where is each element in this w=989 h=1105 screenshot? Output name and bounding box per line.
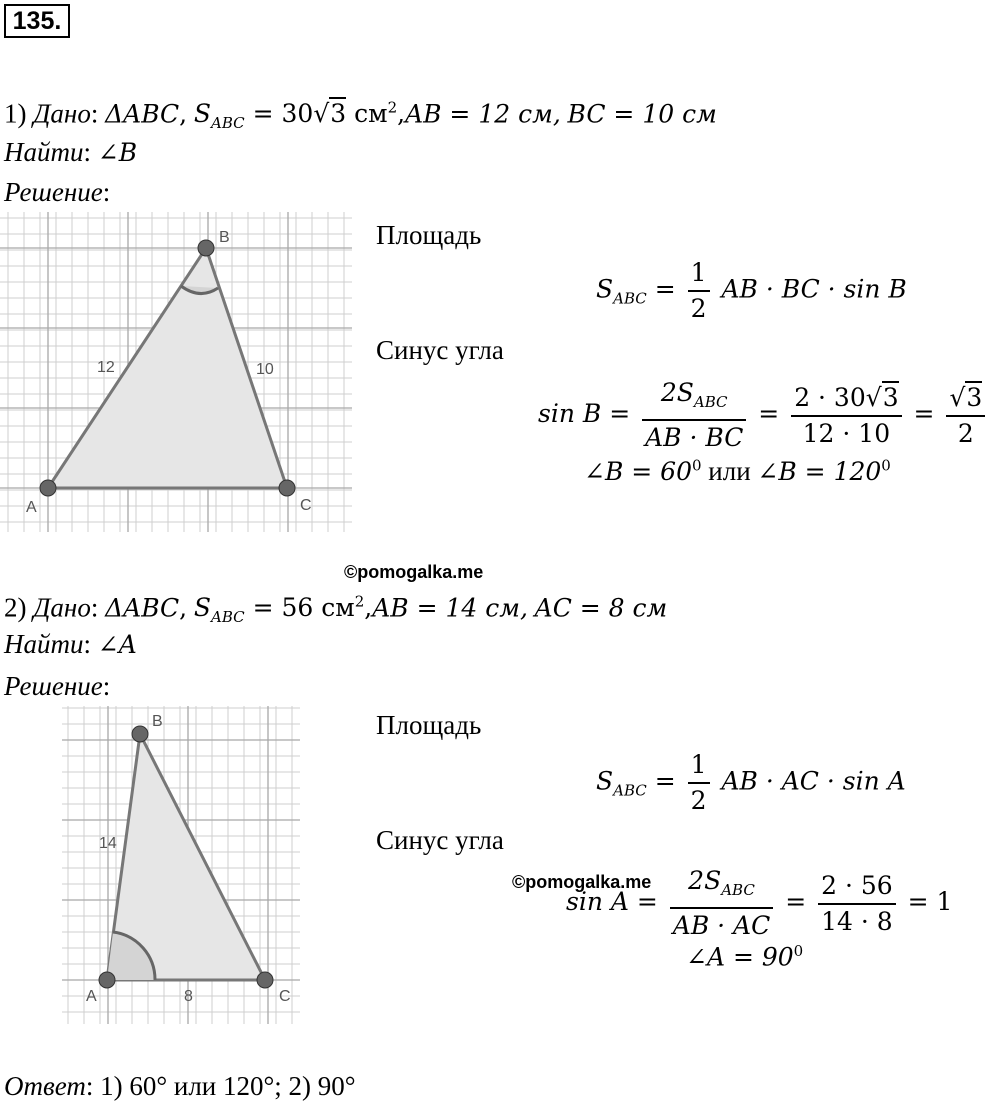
part1-sine-heading: Синус угла: [376, 335, 504, 365]
part2-find-label: Найти: [4, 629, 84, 659]
part2-sine-formula: sin A = $\frac{2S_{ABC}}{AB \cdot AC}$ = $\frac{2 \cdot 56}{14 \cdot 8}$ = 1: [566, 866, 953, 940]
part2-given-triangle: ΔABC,: [105, 593, 188, 623]
part1-point-a: [40, 480, 56, 496]
part1-number: 1): [4, 98, 27, 129]
watermark-1: ©pomogalka.me: [344, 562, 484, 582]
part2-point-a: [99, 972, 115, 988]
part2-given-ab: AB = 14 см,: [372, 593, 528, 623]
part1-given-triangle: ΔABC,: [105, 99, 188, 129]
part2-point-b: [132, 726, 148, 742]
part1-find-line: Найти: ∠B: [4, 137, 138, 167]
part1-label-ab: 12: [97, 359, 115, 376]
part2-label-a: A: [86, 988, 97, 1005]
part1-triangle-figure: [0, 212, 352, 532]
part1-find-label: Найти: [4, 137, 84, 167]
answer-line: [4, 1070, 356, 1102]
part1-sine-formula: sin B = $\frac{2S_{ABC}}{AB \cdot BC}$ = $\frac{2 \cdot 30√3}{12 \cdot 10}$ = $\frac{√3}{2}$: [538, 378, 989, 453]
part2-area-formula: $S_{ABC}$ = $\frac{1}{2}$ AB · AC · sin A: [596, 750, 906, 815]
part2-area-heading: Площадь: [376, 710, 482, 740]
part2-point-c: [257, 972, 273, 988]
part2-sine-heading: Синус угла: [376, 825, 504, 855]
part2-given-line: 2) Дано: ΔABC, $S_{ABC} = 56$ $см^2,AB = 14$ см, AC = 8 см: [4, 592, 668, 627]
part2-label-b: B: [152, 713, 163, 730]
watermark-2: ©pomogalka.me: [512, 872, 652, 892]
part1-label-bc: 10: [256, 361, 274, 378]
problem-number: 135.: [4, 4, 70, 38]
part1-given-label: Дано: [33, 98, 91, 129]
answer-label: Ответ: [4, 1071, 86, 1101]
part2-solution-label: Решение:: [4, 671, 111, 701]
part2-find-line: Найти: ∠A: [4, 629, 137, 659]
part1-label-c: C: [300, 497, 312, 514]
part1-area-formula: $S_{ABC}$ = $\frac{1}{2}$ AB · BC · sin B: [596, 258, 907, 323]
part2-triangle-figure: [62, 706, 300, 1024]
part2-given-label: Дано: [33, 592, 91, 623]
part1-solution-label: Решение:: [4, 177, 111, 207]
part1-find-value: ∠B: [97, 138, 138, 167]
part1-point-c: [279, 480, 295, 496]
part1-label-a: A: [26, 499, 37, 516]
part2-find-value: ∠A: [97, 630, 137, 659]
answer-text: : 1) 60° или 120°; 2) 90°: [85, 1071, 356, 1101]
part2-number: 2): [4, 592, 27, 623]
part1-point-b: [198, 240, 214, 256]
part1-angles: ∠B = $60^0$ или ∠B = $120^0$: [584, 456, 891, 486]
part1-given-line: 1) Дано: ΔABC, $S_{ABC} = 30√3$ $см^2,AB = 12$ см, BC = 10 см: [4, 98, 717, 133]
part1-given-bc: BC = 10 см: [567, 99, 717, 129]
part1-area-heading: Площадь: [376, 220, 482, 250]
part2-label-ab: 14: [99, 835, 117, 852]
part2-label-ac: 8: [184, 988, 193, 1005]
part2-angle: ∠A = $90^0$: [686, 942, 804, 972]
part1-label-b: B: [219, 229, 230, 246]
part2-label-c: C: [279, 988, 291, 1005]
part1-given-ab: AB = 12 см,: [405, 99, 561, 129]
part1-given-area: $S_{ABC} = 30√3$ $см^2$,: [193, 99, 406, 133]
part2-given-ac: AC = 8 см: [534, 593, 668, 623]
part2-given-area: $S_{ABC} = 56$ $см^2$,: [193, 593, 373, 627]
